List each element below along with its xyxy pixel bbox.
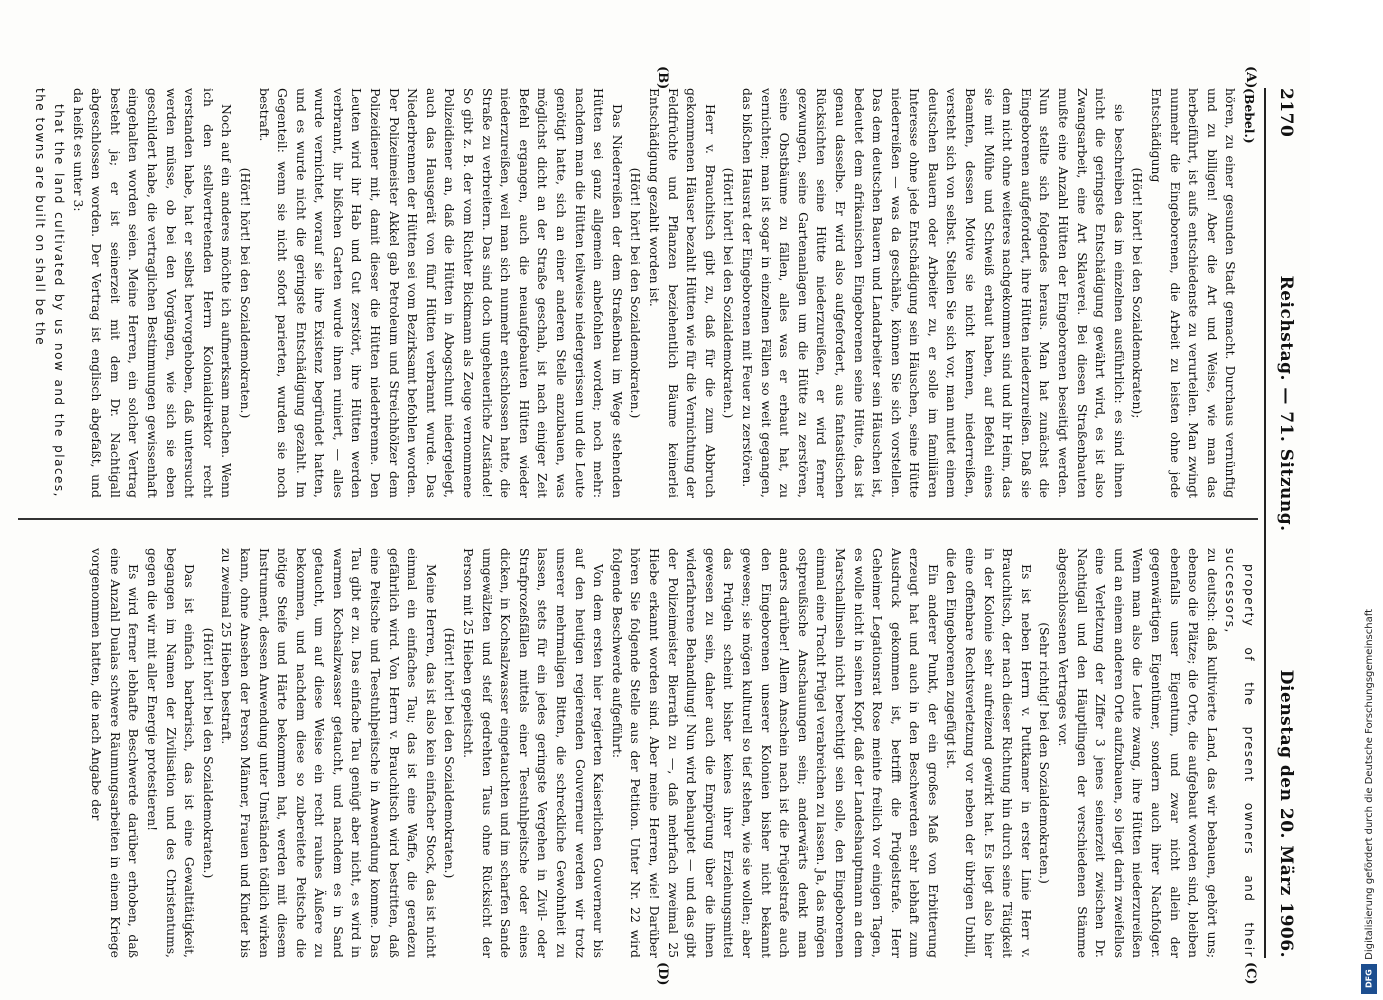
column-divider bbox=[18, 518, 1258, 520]
margin-marker-c: (C) bbox=[1243, 962, 1258, 985]
running-title: Reichstag. — 71. Sitzung. bbox=[1276, 275, 1296, 532]
digitization-footer bbox=[1359, 0, 1379, 1000]
english-quote: that the land cultivated by us now and the places, the towns are built on shall be the bbox=[33, 88, 66, 498]
digitization-note: Digitalisierung gefördert durch die Deutsche Forschungsgemeinschaft bbox=[1363, 609, 1375, 960]
dfg-logo-icon: DFG bbox=[1361, 964, 1377, 994]
interjection: (Hört! hört! bei den Sozialdemokraten.) bbox=[442, 627, 458, 879]
paragraph: Ein anderer Punkt, der ein großes Maß von Erbitterung erzeugt hat und auch in den Beschwerden sehr lebhaft zum Ausdruck gekommen ist, betrifft die Prügelstrafe. Herr Geheimer Legationsrat Rose meinte freilich vor einigen Tagen, es wolle nicht in seinen Kopf, daß der Landeshauptmann an dem Marschallinseln nicht berechtigt sein solle, den Eingeborenen einmal eine Tracht Prügel verabreichen zu lassen. Ja, das mögen ostpreußische Anschauungen sein; anderwärts denkt man anders darüber! Allem Anschein nach ist die Prügelstrafe auch den Eingeborenen unserer Kolonien bisher nicht bekannt gewesen; sie mögen kulturell so tief stehen, wie sie wollen; aber das Prügeln scheint bisher keines ihrer Erziehungsmittel gewesen zu sein, daher auch die Empörung über die ihnen widerfahrene Behandlung! Nun wird behauptet — und das gibt der Polizeimeister Bierrath zu —, daß mehrfach zweimal 25 Hiebe erkannt worden sind. Aber meine Herren, wie! Darüber hören Sie folgende Stelle aus der Petition. Unter Nr. 22 wird folgende Beschwerde aufgeführt: bbox=[609, 548, 941, 958]
paragraph: Das Niederreißen der dem Straßenbau im Wege stehenden Hütten sei ganz allgemein anbefohlen worden; noch mehr: nachdem man die Hütten teilweise niedergerissen und die Leute genötigt hatte, sich an einer anderen Stelle anzubauen, was möglichst dicht an der Straße geschah, ist nach einiger Zeit Befehl ergangen, auch die neuaufgebauten Hütten wieder niederzureißen, weil man sich nunmehr entschlossen hatte, die Straße zu verbreitern. Das sind doch ungeheuerliche Zustände! So gibt z. B. der vom Richter Bickmann als Zeuge vernommene Polizeidiener an, daß die Hütten in Abogschunt niedergelegt, auch das Hausgerät von fünf Hütten verbrannt wurde. Das Niederbrennen der Hütten sei vom Bezirksamt befohlen worden. Der Polizeimeister Akkel gab Petroleum und Streichhölzer dem Polizeidiener mit, damit dieser die Hütten niederbrenne. Den Leuten wird ihr Hab und Gut zerstört, ihre Hütten werden verbrannt, ihr bißchen Garten wurde ihnen ruiniert, — alles wurde vernichtet, worauf sie ihre Existenz begründet hatten, und es wurde nicht die geringste Entschädigung gezahlt. Im Gegenteil: wenn sie nicht sofort parierten, wurden sie noch bestraft. bbox=[256, 88, 625, 498]
paragraph: hören, zu einer gesunden Stadt gemacht. Durchaus vernünftig und zu billigen! Aber die Art und Weise, wie man das herbeiführt, ist aufs entschiedenste zu verurteilen. Man zwingt nunmehr die Eingeborenen, die Arbeit zu leisten ohne jede Entschädigung bbox=[1149, 88, 1239, 498]
paragraph: sie beschreiben das im einzelnen ausführlich: es sind ihnen nicht die geringste Entschädigung gewährt wird, es ist also Zwangsarbeit, eine Art Sklaverei. Bei diesen Straßenbauten mußte eine Anzahl Hütten der Eingeborenen beseitigt werden. Nun stellte sich folgendes heraus. Man hat zunächst die Eingeborenen aufgefordert, ihre Hütten niederzureißen. Daß sie dem nicht ohne weiteres nachgekommen sind und ihr Heim, das sie mit Mühe und Schweiß erbaut haben, auf Befehl eines Beamten, dessen Motive sie nicht kennen, niederreißen, versteht sich von selbst. Stellen Sie sich vor, man mutet einem deutschen Bauern oder Arbeiter zu, er solle im familiären Interesse ohne jede Entschädigung sein Häuschen, seine Hütte niederreißen — was da geschähe, können Sie sich vorstellen. Das dem deutschen Bauern und Landarbeiter sein Häuschen ist, bedeutet dem afrikanischen Eingeborenen seine Hütte, das ist genau dasselbe. Er wird also aufgefordert, aus fantastischen Rücksichten seine Hütte niederzureißen, er wird ferner gezwungen, seine Gartenanlagen um die Hütte zu zerstören, seine Obstbäume zu fällen, alles was er erbaut hat, zu vernichten; man ist sogar in einzelnen Fällen so weit gegangen, das bißchen Hausrat der Eingeborenen mit Feuer zu zerstören. bbox=[739, 88, 1127, 498]
english-quote-continuation: property of the present owners and their successors, bbox=[1223, 548, 1256, 958]
page-number: 2170 bbox=[1276, 88, 1296, 138]
paragraph: zu deutsch: daß kultivierte Land, das wir bebauen, gehört uns; ebenso die Plätze; die Orte, die aufgebaut worden sind, bleiben ebenfalls unser Eigentum, und zwar nicht allein der gegenwärtigen Eigentümer, sondern auch ihrer Nachfolger. Wenn man also die Leute zwang, ihre Hütten niederzureißen und an einem anderen Orte aufzubauen, so liegt darin zweifellos eine Verletzung der Ziffer 3 jenes seinerzeit zwischen Dr. Nachtigall und den Häuptlingen der verschiedenen Stämme abgeschlossenen Vertrages vor. bbox=[1056, 548, 1220, 958]
interjection: (Hört! hört! bei den Sozialdemokraten.) bbox=[237, 167, 253, 419]
text-column-right bbox=[18, 548, 1258, 958]
header-rule bbox=[1264, 88, 1266, 958]
paragraph: Es ist neben Herrn v. Puttkamer in erster Linie Herr v. Brauchitsch, der nach dieser Richtung hin durch seine Tätigkeit in der Kolonie sehr aufreizend gewirkt hat. Es liegt also hier eine offenbare Rechtsverletzung vor neben der übrigen Unbill, die den Eingeborenen zugefügt ist. bbox=[944, 548, 1034, 958]
paragraph: Das ist einfach barbarisch, das ist eine Gewalttätigkeit, begangen im Namen der Zivilisation und des Christentums, gegen die wir mit aller Energie protestieren! bbox=[144, 548, 198, 958]
paragraph: Meine Herren, das ist also kein einfacher Stock, das ist nicht einmal ein einfaches Tau; das ist eine Waffe, die geradezu gefährlich wird. Von Herrn v. Brauchitsch wird bestritten, daß eine Peitsche und Teestuhlpeitsche in Anwendung komme. Das Tau gibt er zu. Das einfache Tau genügt aber nicht, es wird in warmen Kochsalzwasser getaucht, und nachdem es in Sand getaucht, um auf diese Weise ein recht rauhes Äußere zu bekommen, und nachdem diese so zubereitete Peitsche die nötige Steife und Härte bekommen hat, werden mit diesem Instrument, dessen Anwendung unter Umständen tödlich wirken kann, ohne Ansehen der Person Männer, Frauen und Kinder bis zu zweimal 25 Hieben bestraft. bbox=[219, 548, 439, 958]
interjection: (Sehr richtig! bei den Sozialdemokraten.) bbox=[1037, 622, 1053, 884]
paragraph: Noch auf ein anderes möchte ich aufmerksam machen. Wenn ich den stellvertretenden Herrn Kolonialdirektor recht verstanden habe, hat er selbst hervorgehoben, daß untersucht werden müsse, ob bei den Vorgängen, wie sich sie eben geschildert habe, die vertraglichen Bestimmungen gewissenhaft eingehalten worden seien. Meine Herren, ein solcher Vertrag besteht ja; er ist seinerzeit mit dem Dr. Nachtigall abgeschlossen worden. Der Vertrag ist englisch abgefaßt, und da heißt es unter 3: bbox=[70, 88, 235, 498]
interjection: (Hört! hört! bei den Sozialdemokraten.) bbox=[628, 167, 644, 419]
paragraph: Es wird ferner lebhafte Beschwerde darüber erhoben, daß eine Anzahl Dualas schwere Räumungsarbeiten in einem Kriege vorgenommen hatten, die nach Angabe der bbox=[89, 548, 142, 958]
interjection: (Hört! hört! bei den Sozialdemokraten); bbox=[1130, 167, 1146, 419]
interjection: (Hört! hört! bei den Sozialdemokraten.) bbox=[200, 627, 216, 879]
petition-quote: Von dem ersten hier regierten Kaiserlichen Gouverneur bis auf den heutigen regierenden Gouverneur werden wir trotz unserer mehrmaligen Bitten, die schreckliche Gewohnheit zu lassen, stets für ein jedes geringste Vergehen in Zivil- oder Strafprozeßfällen mittels einer Teestuhlpeitsche oder eines dicken, in Kochsalzwasser eingetauchten und im scharfen Sande umgewälzten und steif gedrehten Taus ohne Rücksicht der Person mit 25 Hieben gepeitscht. bbox=[461, 548, 607, 958]
page-header bbox=[1268, 88, 1296, 958]
margin-marker-b: (B) bbox=[655, 66, 670, 90]
text-column-left bbox=[18, 88, 1258, 498]
session-date: Dienstag den 20. März 1906. bbox=[1276, 669, 1296, 958]
paragraph: Herr v. Brauchitsch gibt zu, daß für die zum Abbruch gekommenen Häuser bezahlt Hütten wie für die Vernichtung der Feldfrüchte und Pflanzen beziehentlich Bäume keinerlei Entschädigung gezahlt worden ist. bbox=[647, 88, 718, 498]
speaker-name: (Bebel.) bbox=[1242, 88, 1257, 144]
margin-marker-d: (D) bbox=[655, 962, 670, 986]
margin-marker-a: (A) bbox=[1243, 66, 1258, 89]
interjection: (Hört! hört! bei den Sozialdemokraten.) bbox=[721, 167, 737, 419]
